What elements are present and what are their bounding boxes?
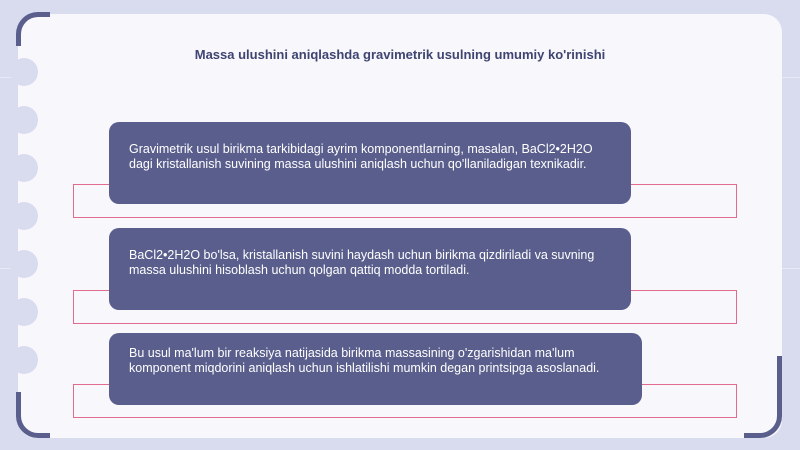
corner-bracket-bottom-left — [16, 392, 50, 438]
item-box-2: BaCl2•2H2O bo'lsa, kristallanish suvini haydash uchun birikma qizdiriladi va suvning massa ulushini hisoblash uchun qolgan qattiq modda tortiladi. — [109, 228, 631, 310]
item-box-3: Bu usul ma'lum bir reaksiya natijasida birikma massasining o'zgarishidan ma'lum komponent miqdorini aniqlash uchun ishlatilishi mumkin degan printsipga asoslanadi. — [109, 333, 642, 405]
binder-notch — [10, 154, 38, 182]
binder-notch — [10, 58, 38, 86]
binder-notch — [10, 202, 38, 230]
corner-bracket-bottom-right — [744, 356, 782, 438]
binder-notch — [10, 298, 38, 326]
binder-notch — [10, 250, 38, 278]
binder-notch — [10, 346, 38, 374]
item-box-1: Gravimetrik usul birikma tarkibidagi ayrim komponentlarning, masalan, BaCl2•2H2O dagi kristallanish suvining massa ulushini aniqlash uchun qo'llaniladigan texnikadir. — [109, 122, 631, 204]
binder-notch — [10, 106, 38, 134]
slide-title: Massa ulushini aniqlashda gravimetrik usulning umumiy ko'rinishi — [194, 47, 606, 62]
corner-bracket-top-left — [16, 12, 50, 46]
